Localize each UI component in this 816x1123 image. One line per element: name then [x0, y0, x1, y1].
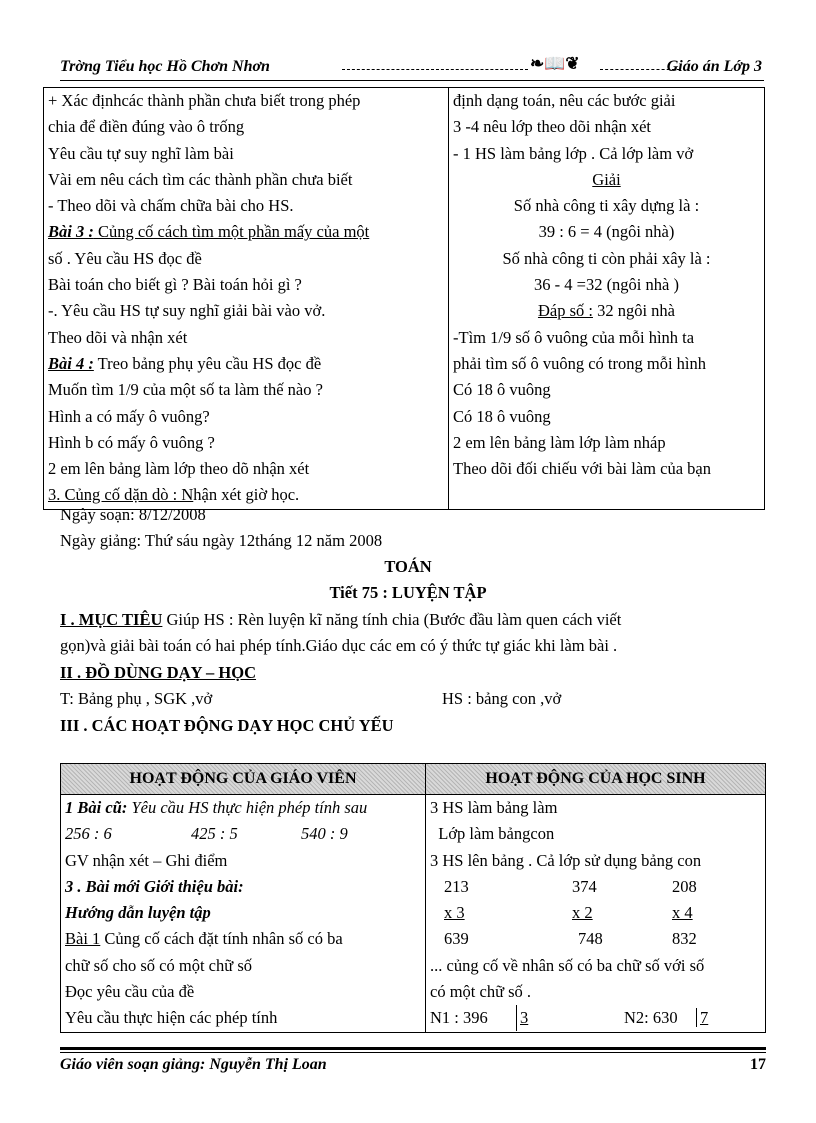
problem-1: 256 : 6: [65, 824, 112, 844]
continued-activity-table: [43, 87, 765, 510]
table-row: Bài toán cho biết gì ? Bài toán hỏi gì ?: [48, 275, 302, 295]
mult-2: x 2: [572, 903, 593, 923]
mult-3: x 4: [672, 903, 693, 923]
multiplicands: [430, 874, 761, 900]
page-header: [60, 54, 766, 80]
table-row: [65, 926, 421, 952]
practice-guide-label: Hướng dẫn luyện tập: [65, 903, 211, 923]
table-row: Muốn tìm 1/9 của một số ta làm thế nào ?: [48, 380, 323, 400]
table-row: Theo dõi đối chiếu với bài làm của bạn: [453, 459, 711, 479]
division-1-divisor: 3: [520, 1008, 529, 1028]
school-name: Trờng Tiểu học Hồ Chơn Nhơn: [60, 58, 270, 75]
objectives-line: [60, 610, 621, 630]
review-problems: [65, 821, 421, 847]
num-2: 374: [572, 876, 597, 896]
mult-1: x 3: [444, 903, 465, 923]
teacher-activity-header: HOẠT ĐỘNG CỦA GIÁO VIÊN: [61, 764, 426, 795]
review-label: 1 Bài cũ:: [65, 798, 128, 817]
header-rule: [60, 80, 764, 81]
document-title: Giáo án Lớp 3: [666, 58, 762, 75]
table-row: [48, 219, 444, 245]
exercise-4-label: Bài 4 :: [48, 353, 94, 373]
exercise-4-text: Treo bảng phụ yêu cầu HS đọc đề: [93, 353, 322, 373]
division-2-dividend: N2: 630: [624, 1008, 678, 1028]
new-lesson-label: 3 . Bài mới Giới thiệu bài:: [65, 876, 244, 896]
problem-2: 425 : 5: [191, 824, 238, 844]
solution-heading: Giải: [592, 169, 621, 189]
student-materials: HS : bảng con ,vở: [442, 689, 562, 708]
lesson-activity-table: [60, 763, 766, 1033]
exercise-1-text: Củng cố cách đặt tính nhân số có ba: [100, 929, 343, 949]
exercise-3-text: Củng cố cách tìm một phần mấy của một: [93, 222, 370, 242]
table-row: 3 -4 nêu lớp theo dõi nhận xét: [453, 117, 651, 137]
wrap-up-text: hận xét giờ học.: [193, 485, 300, 505]
table-row: 36 - 4 =32 (ngôi nhà ): [534, 275, 679, 295]
table-row: -Tìm 1/9 số ô vuông của mỗi hình ta: [453, 327, 695, 347]
exercise-3-label: Bài 3 :: [48, 222, 94, 242]
book-ornament-icon: ❧📖❦: [530, 54, 580, 73]
table-row: ... củng cố về nhân số có ba chữ số với số: [430, 955, 705, 975]
table-row: - 1 HS làm bảng lớp . Cả lớp làm vở: [453, 143, 694, 163]
teacher-activity-cell: [61, 795, 426, 1033]
objectives-line-2: gọn)và giải bài toán có hai phép tính.Giáo dục các em có ý thức tự giác khi làm bài .: [60, 636, 618, 655]
table-row: Lớp làm bảngcon: [430, 824, 555, 844]
table-row: số . Yêu cầu HS đọc đề: [48, 248, 202, 268]
footer-rule-thin: [60, 1052, 766, 1053]
table-row: 39 : 6 = 4 (ngôi nhà): [538, 222, 675, 242]
table-row: 2 em lên bảng làm lớp làm nháp: [453, 432, 666, 452]
teacher-materials: T: Bảng phụ , SGK ,vở: [60, 689, 213, 708]
wrap-up-label: 3. Củng cố dặn dò : N: [48, 485, 194, 505]
table-row: Số nhà công ti còn phải xây là :: [502, 248, 711, 268]
subject-title: TOÁN: [384, 557, 432, 576]
footer-author: Giáo viên soạn giảng: Nguyễn Thị Loan: [60, 1056, 327, 1073]
table-row: có một chữ số .: [430, 982, 532, 1002]
table-row: GV nhận xét – Ghi điểm: [65, 850, 228, 870]
table-row: 2 em lên bảng làm lớp theo dõ nhận xét: [48, 459, 310, 479]
materials-heading: [60, 663, 256, 683]
student-activity-cell: [426, 795, 766, 1033]
answer-label: Đáp số :: [537, 301, 593, 321]
table-row: [65, 795, 421, 821]
table-row: Có 18 ô vuông: [453, 406, 551, 426]
answer-row: [453, 298, 760, 324]
table-row: Có 18 ô vuông: [453, 380, 551, 400]
table-row: Vài em nêu cách tìm các thành phần chưa biết: [48, 169, 353, 189]
materials-label: II . ĐỒ DÙNG DẠY – HỌC: [60, 663, 257, 682]
prod-2: 748: [578, 929, 603, 949]
table-row: chia để điền đúng vào ô trống: [48, 117, 245, 137]
prod-1: 639: [444, 929, 469, 949]
teach-date: Ngày giảng: Thứ sáu ngày 12tháng 12 năm 2008: [60, 531, 383, 550]
table-row: - Theo dõi và chấm chữa bài cho HS.: [48, 196, 294, 216]
page-footer: [60, 1056, 766, 1078]
student-column: [449, 88, 765, 510]
header-dash-left: [342, 69, 528, 70]
review-text: Yêu cầu HS thực hiện phép tính sau: [127, 798, 368, 817]
division-2-divisor: 7: [700, 1008, 709, 1028]
table-row: Theo dõi và nhận xét: [48, 327, 188, 347]
objectives-label: I . MỤC TIÊU: [60, 610, 163, 629]
num-1: 213: [444, 876, 469, 896]
table-row: phải tìm số ô vuông có trong mỗi hình: [453, 353, 706, 373]
problem-3: 540 : 9: [301, 824, 348, 844]
table-row: Hình b có mấy ô vuông ?: [48, 432, 215, 452]
teacher-column: [44, 88, 449, 510]
page-number: 17: [750, 1056, 766, 1073]
activities-heading: III . CÁC HOẠT ĐỘNG DẠY HỌC CHỦ YẾU: [60, 716, 394, 735]
footer-rule-thick: [60, 1047, 766, 1050]
table-row: -. Yêu cầu HS tự suy nghĩ giải bài vào vở.: [48, 301, 326, 321]
table-row: [48, 351, 444, 377]
multipliers: [430, 900, 761, 926]
num-3: 208: [672, 876, 697, 896]
table-row: + Xác địnhcác thành phần chưa biết trong phép: [48, 91, 361, 110]
exercise-1-label: Bài 1: [65, 929, 101, 949]
table-row: Yêu cầu tự suy nghĩ làm bài: [48, 143, 234, 163]
table-row: Số nhà công ti xây dựng là :: [513, 196, 700, 216]
table-row: 3 HS làm bảng làm: [430, 798, 558, 817]
division-1-dividend: N1 : 396: [430, 1008, 488, 1028]
table-row: Hình a có mấy ô vuông?: [48, 406, 210, 426]
prod-3: 832: [672, 929, 697, 949]
table-row: định dạng toán, nêu các bước giải: [453, 91, 676, 110]
student-activity-header: HOẠT ĐỘNG CỦA HỌC SINH: [426, 764, 766, 795]
table-row: chữ số cho số có một chữ số: [65, 955, 252, 975]
table-row: 3 HS lên bảng . Cả lớp sử dụng bảng con: [430, 850, 702, 870]
prep-date: Ngày soạn: 8/12/2008: [60, 505, 206, 524]
answer-value: 32 ngôi nhà: [592, 301, 676, 321]
table-row: [453, 482, 760, 508]
objectives-text: Giúp HS : Rèn luyện kĩ năng tính chia (Bước đầu làm quen cách viết: [162, 610, 622, 629]
table-row: Đọc yêu cầu của đề: [65, 982, 195, 1002]
products: [430, 926, 761, 952]
division-row: [430, 1005, 761, 1031]
table-row: Yêu cầu thực hiện các phép tính: [65, 1008, 278, 1028]
lesson-title: Tiết 75 : LUYỆN TẬP: [329, 583, 487, 602]
